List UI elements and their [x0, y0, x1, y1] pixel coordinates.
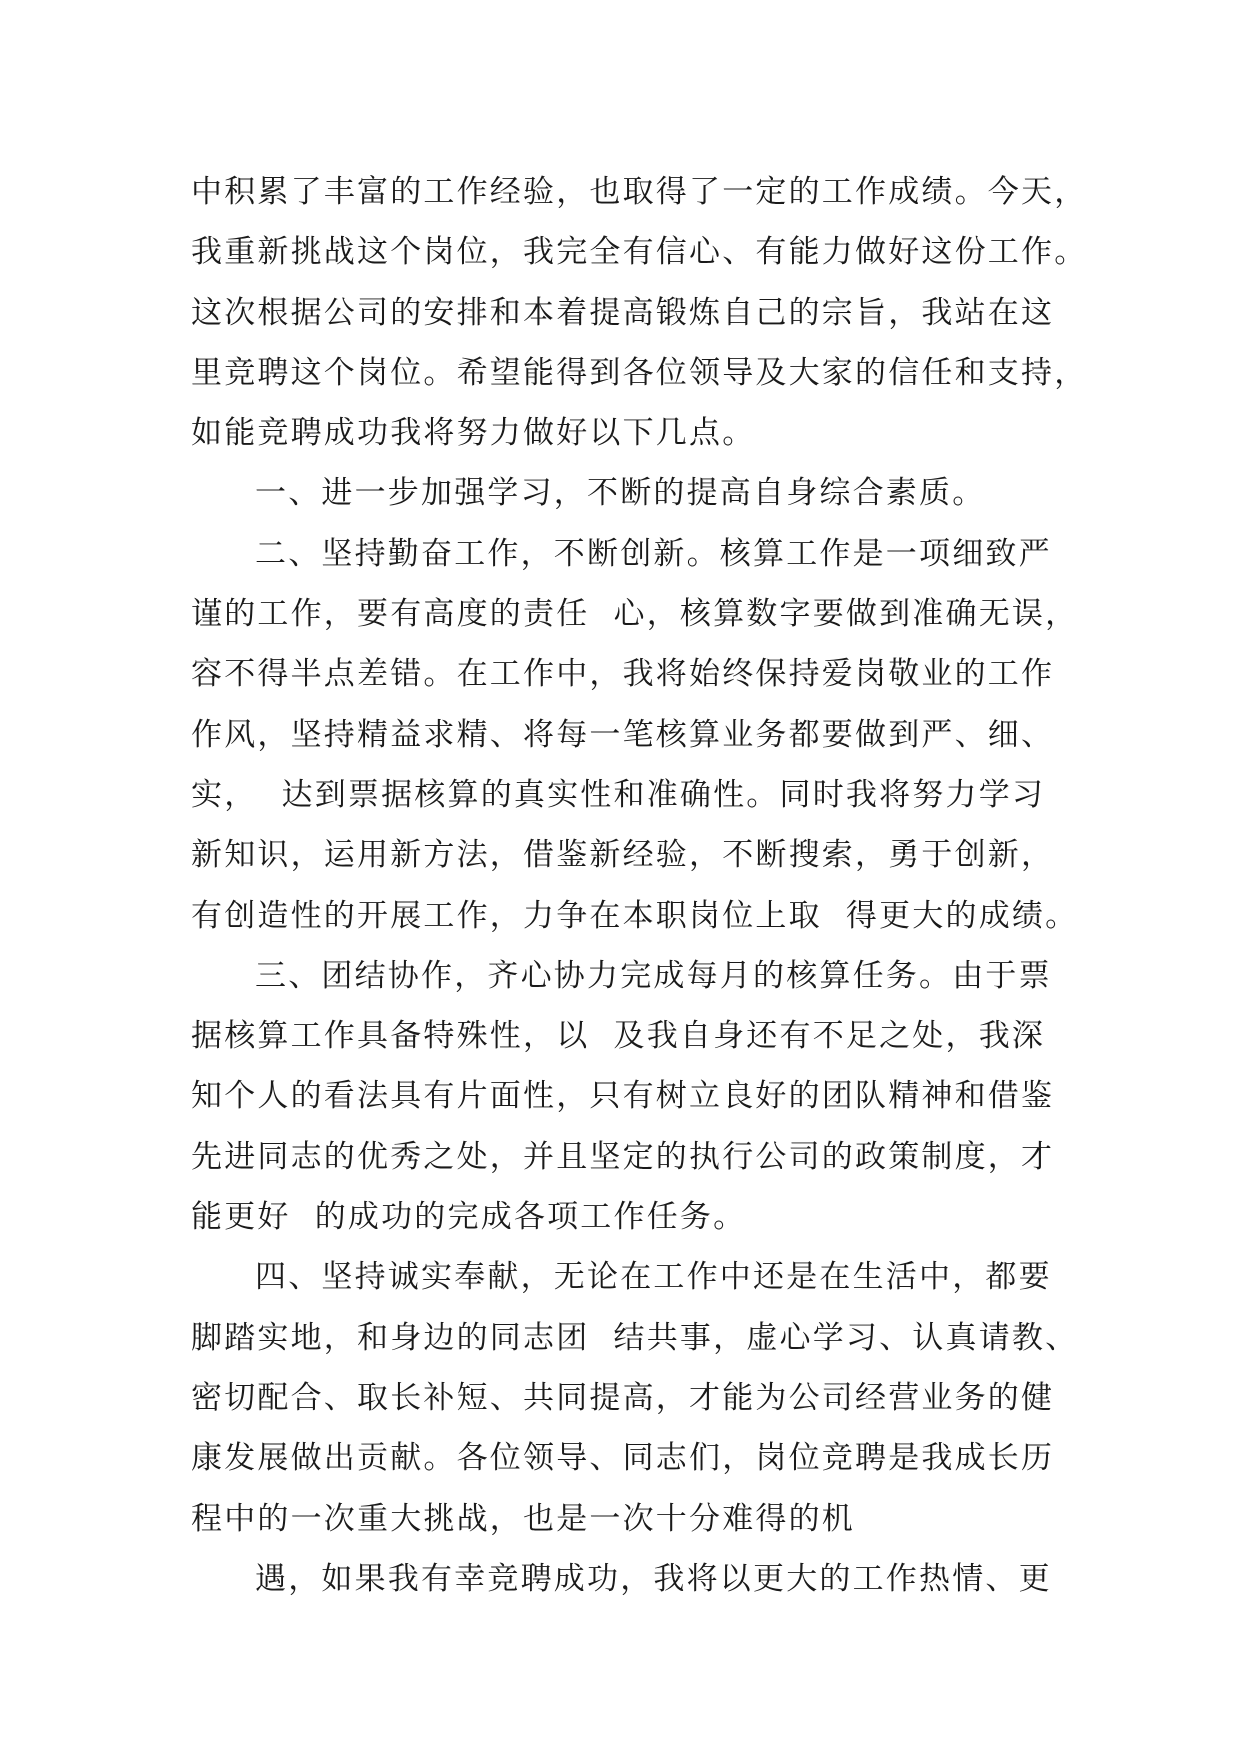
- text-line: 程中的一次重大挑战，也是一次十分难得的机: [191, 1500, 855, 1537]
- text-line: 据核算工作具备特殊性，以 及我自身还有不足之处，我深: [191, 1018, 1046, 1055]
- section-heading-line: 三、团结协作，齐心协力完成每月的核算任务。由于票: [255, 957, 1052, 994]
- text-line: 作风，坚持精益求精、将每一笔核算业务都要做到严、细、: [191, 716, 1055, 753]
- text-line: 康发展做出贡献。各位领导、同志们，岗位竞聘是我成长历: [191, 1440, 1055, 1477]
- text-line: 实， 达到票据核算的真实性和准确性。同时我将努力学习: [191, 776, 1046, 813]
- text-line: 遇，如果我有幸竞聘成功，我将以更大的工作热情、更: [255, 1560, 1052, 1597]
- text-line: 谨的工作，要有高度的责任 心，核算数字要做到准确无误，: [191, 596, 1079, 633]
- text-line: 如能竞聘成功我将努力做好以下几点。: [191, 415, 756, 452]
- text-line: 能更好 的成功的完成各项工作任务。: [191, 1199, 747, 1236]
- text-line: 这次根据公司的安排和本着提高锻炼自己的宗旨，我站在这: [191, 294, 1055, 331]
- text-line: 我重新挑战这个岗位，我完全有信心、有能力做好这份工作。: [191, 234, 1088, 271]
- text-line: 里竞聘这个岗位。希望能得到各位领导及大家的信任和支持，: [191, 354, 1088, 391]
- text-line: 先进同志的优秀之处，并且坚定的执行公司的政策制度，才: [191, 1138, 1055, 1175]
- section-heading-line: 四、坚持诚实奉献，无论在工作中还是在生活中，都要: [255, 1259, 1052, 1296]
- text-line: 有创造性的开展工作，力争在本职岗位上取 得更大的成绩。: [191, 897, 1079, 934]
- text-line: 新知识，运用新方法，借鉴新经验，不断搜索，勇于创新，: [191, 837, 1055, 874]
- document-body: [191, 162, 1088, 1609]
- text-line: 知个人的看法具有片面性，只有树立良好的团队精神和借鉴: [191, 1078, 1055, 1115]
- text-line: 容不得半点差错。在工作中，我将始终保持爱岗敬业的工作: [191, 656, 1055, 693]
- text-line: 脚踏实地，和身边的同志团 结共事，虚心学习、认真请教、: [191, 1319, 1079, 1356]
- text-line: 中积累了丰富的工作经验，也取得了一定的工作成绩。今天，: [191, 174, 1088, 210]
- section-heading-line: 二、坚持勤奋工作，不断创新。核算工作是一项细致严: [255, 535, 1052, 572]
- section-heading-line: 一、进一步加强学习，不断的提高自身综合素质。: [255, 475, 986, 512]
- text-line: 密切配合、取长补短、共同提高，才能为公司经营业务的健: [191, 1379, 1055, 1416]
